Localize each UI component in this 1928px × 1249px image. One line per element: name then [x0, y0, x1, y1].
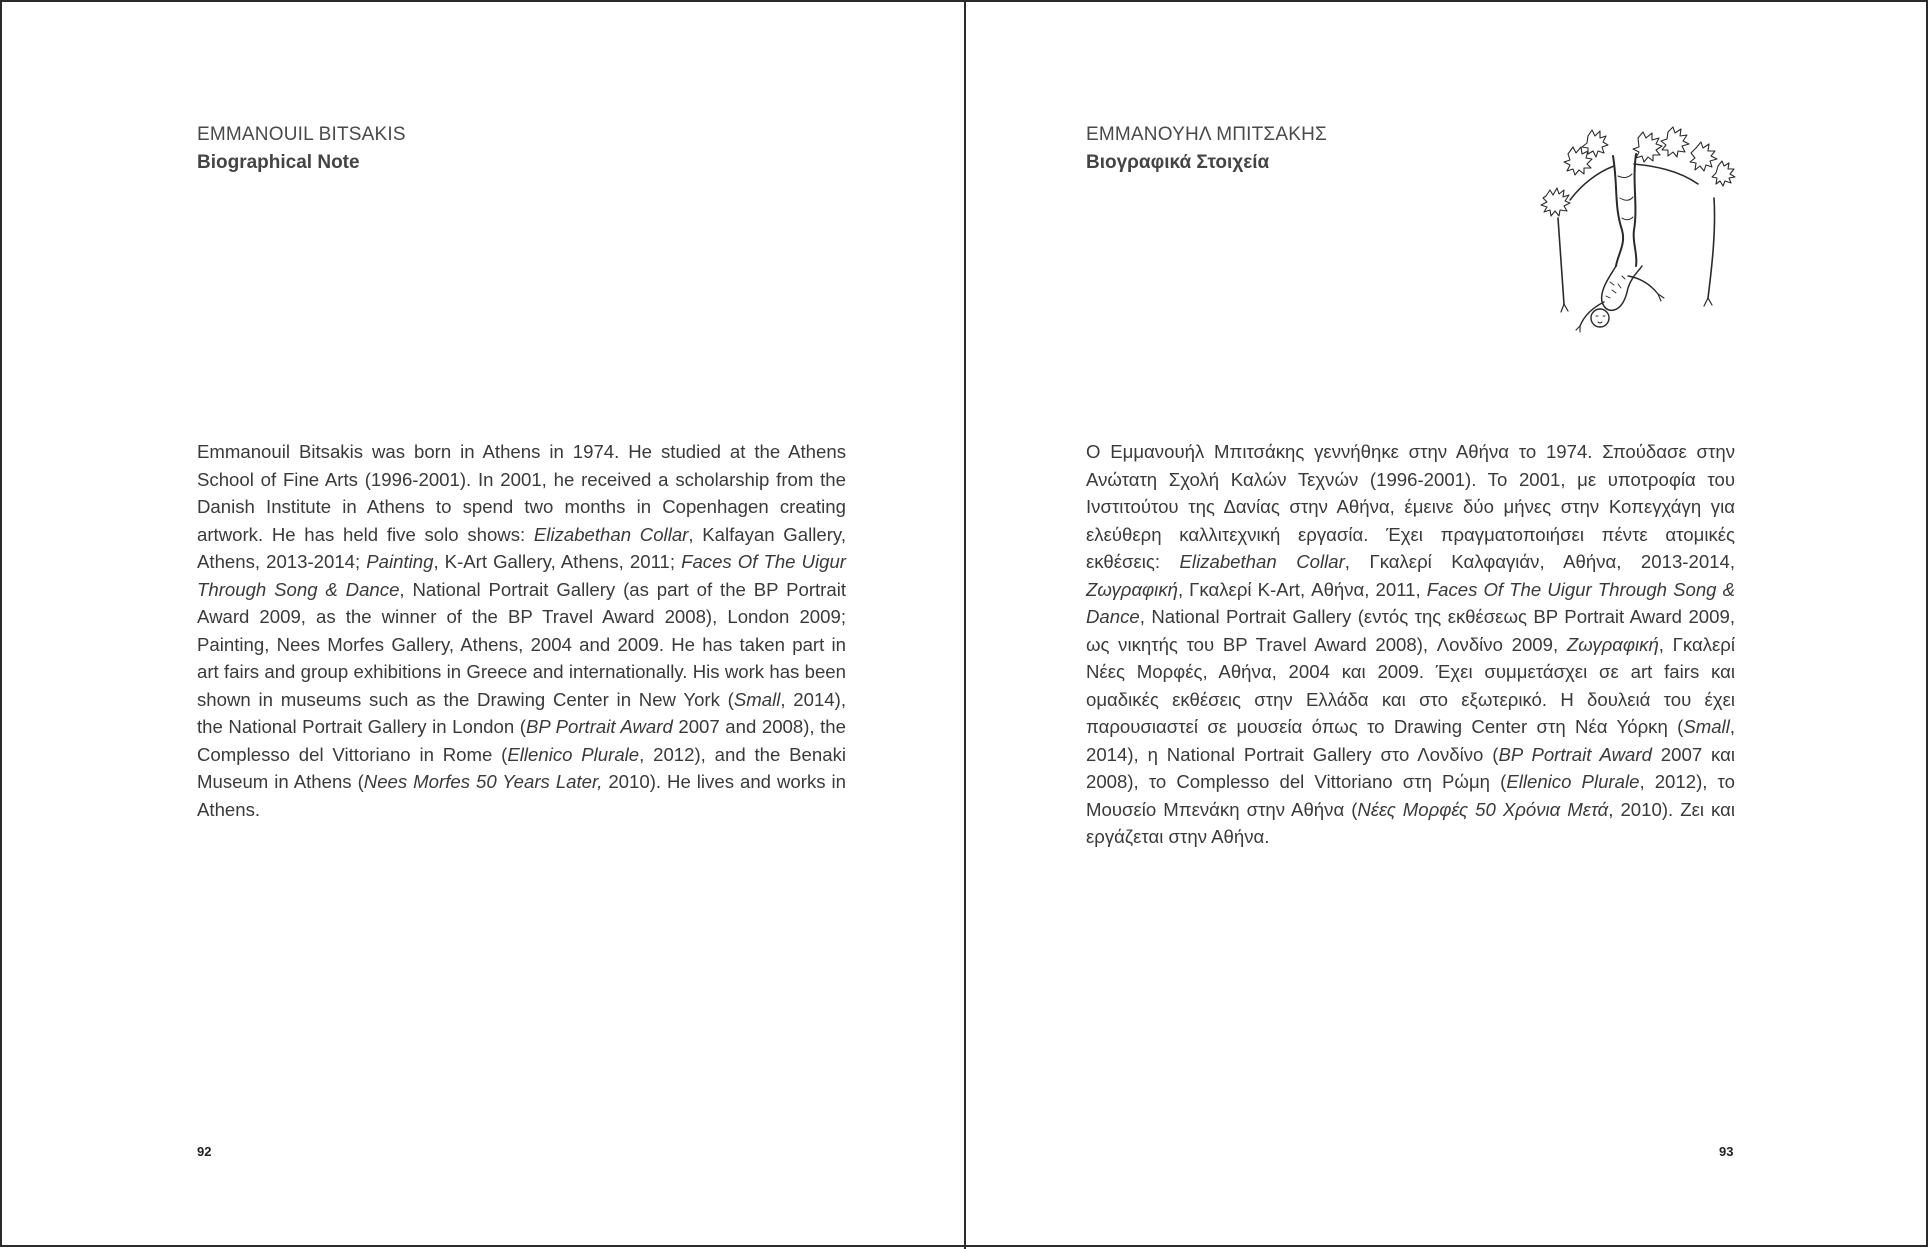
page-number-right: 93: [1719, 1144, 1734, 1159]
text-run: , Γκαλερί Καλφαγιάν, Αθήνα, 2013-2014,: [1344, 551, 1736, 572]
italic-title-run: BP Portrait Award: [525, 716, 673, 737]
italic-title-run: Ellenico Plurale: [1506, 771, 1640, 792]
italic-title-run: Ellenico Plurale: [507, 743, 640, 765]
section-title-greek: Βιογραφικά Στοιχεία: [1086, 152, 1270, 173]
page-number-left: 92: [197, 1144, 212, 1159]
biography-paragraph: [1086, 438, 1735, 851]
text-run: , 2014), the National Portrait Gallery in London (: [197, 688, 846, 737]
text-run: 2007 και 2008), το Complesso del Vittoriano στη Ρώμη (: [1086, 743, 1735, 792]
italic-title-run: Ζωγραφική: [1086, 578, 1178, 600]
text-run: 2007 and 2008), the Complesso del Vittoriano in Rome (: [197, 716, 846, 765]
text-run: , 2012), and the Benaki Museum in Athens (: [197, 743, 846, 792]
italic-title-run: Small: [1683, 716, 1730, 737]
text-run: 2010). He lives and works in Athens.: [197, 771, 846, 820]
text-run: Ο Εμμανουήλ Μπιτσάκης γεννήθηκε στην Αθήνα το 1974. Σπούδασε στην Ανώτατη Σχολή Καλών Τεχνών (1996-2001). Το 2001, με υποτροφία του Ινστιτούτου της Δανίας στην Αθήνα, έμεινε δύο μήνες στην Κοπεγχάγη για ελεύθερη καλλιτεχνική εργασία. Έχει πραγματοποιήσει πέντε ατομικές εκθέσεις:: [1086, 441, 1735, 572]
italic-title-run: Ζωγραφική: [1566, 633, 1659, 655]
biography-text-greek: [1086, 438, 1735, 851]
italic-title-run: Faces Of The Uigur Through Song & Dance: [197, 551, 846, 600]
text-run: , Γκαλερί K-Art, Αθήνα, 2011,: [1177, 578, 1427, 600]
text-run: Emmanouil Bitsakis was born in Athens in 1974. He studied at the Athens School of Fine Arts (1996-2001). In 2001, he received a scholarship from the Danish Institute in Athens to spend two months in Copenhagen creating artwork. He has held five solo shows:: [197, 441, 846, 545]
italic-title-run: Νέες Μορφές 50 Χρόνια Μετά: [1357, 798, 1609, 820]
hanging-monkey-tree-drawing-icon: [1518, 126, 1748, 336]
text-run: , Γκαλερί Νέες Μορφές, Αθήνα, 2004 και 2009. Έχει συμμετάσχει σε art fairs και ομαδικές εκθέσεις στην Ελλάδα και στο εξωτερικό. Η δουλειά του έχει παρουσιαστεί σε μουσεία όπως το Drawing Center στη Νέα Υόρκη (: [1086, 633, 1735, 737]
text-run: , K-Art Gallery, Athens, 2011;: [433, 551, 682, 572]
italic-title-run: Small: [733, 688, 781, 710]
italic-title-run: Faces Of The Uigur Through Song & Dance: [1086, 578, 1735, 627]
text-run: , Kalfayan Gallery, Athens, 2013-2014;: [197, 523, 846, 572]
author-name-english: EMMANOUIL BITSAKIS: [197, 124, 406, 145]
text-run: , National Portrait Gallery (εντός της εκθέσεως BP Portrait Award 2009, ως νικητής του BP Travel Award 2008), Λονδίνο 2009,: [1086, 606, 1735, 655]
section-title-english: Biographical Note: [197, 152, 360, 173]
text-run: , National Portrait Gallery (as part of the BP Portrait Award 2009, as the winner of the BP Travel Award 2008), London 2009; Painting, Nees Morfes Gallery, Athens, 2004 and 2009. He has taken part in art fairs and group exhibitions in Greece and internationally. His work has been shown in museums such as the Drawing Center in New York (: [197, 578, 847, 710]
italic-title-run: Elizabethan Collar: [533, 523, 689, 545]
biography-text-english: [197, 438, 846, 823]
italic-title-run: BP Portrait Award: [1498, 743, 1652, 765]
italic-title-run: Elizabethan Collar: [1179, 551, 1345, 572]
text-run: , 2014), η National Portrait Gallery στο Λονδίνο (: [1086, 716, 1735, 765]
author-name-greek: ΕΜΜΑΝΟΥΗΛ ΜΠΙΤΣΑΚΗΣ: [1086, 124, 1327, 145]
right-page: [966, 2, 1928, 1249]
left-page: [2, 2, 964, 1249]
italic-title-run: Painting: [366, 551, 434, 572]
text-run: , 2010). Ζει και εργάζεται στην Αθήνα.: [1086, 798, 1735, 847]
biography-paragraph: [197, 438, 846, 823]
italic-title-run: Nees Morfes 50 Years Later,: [363, 771, 603, 792]
text-run: , 2012), το Μουσείο Μπενάκη στην Αθήνα (: [1086, 771, 1735, 820]
